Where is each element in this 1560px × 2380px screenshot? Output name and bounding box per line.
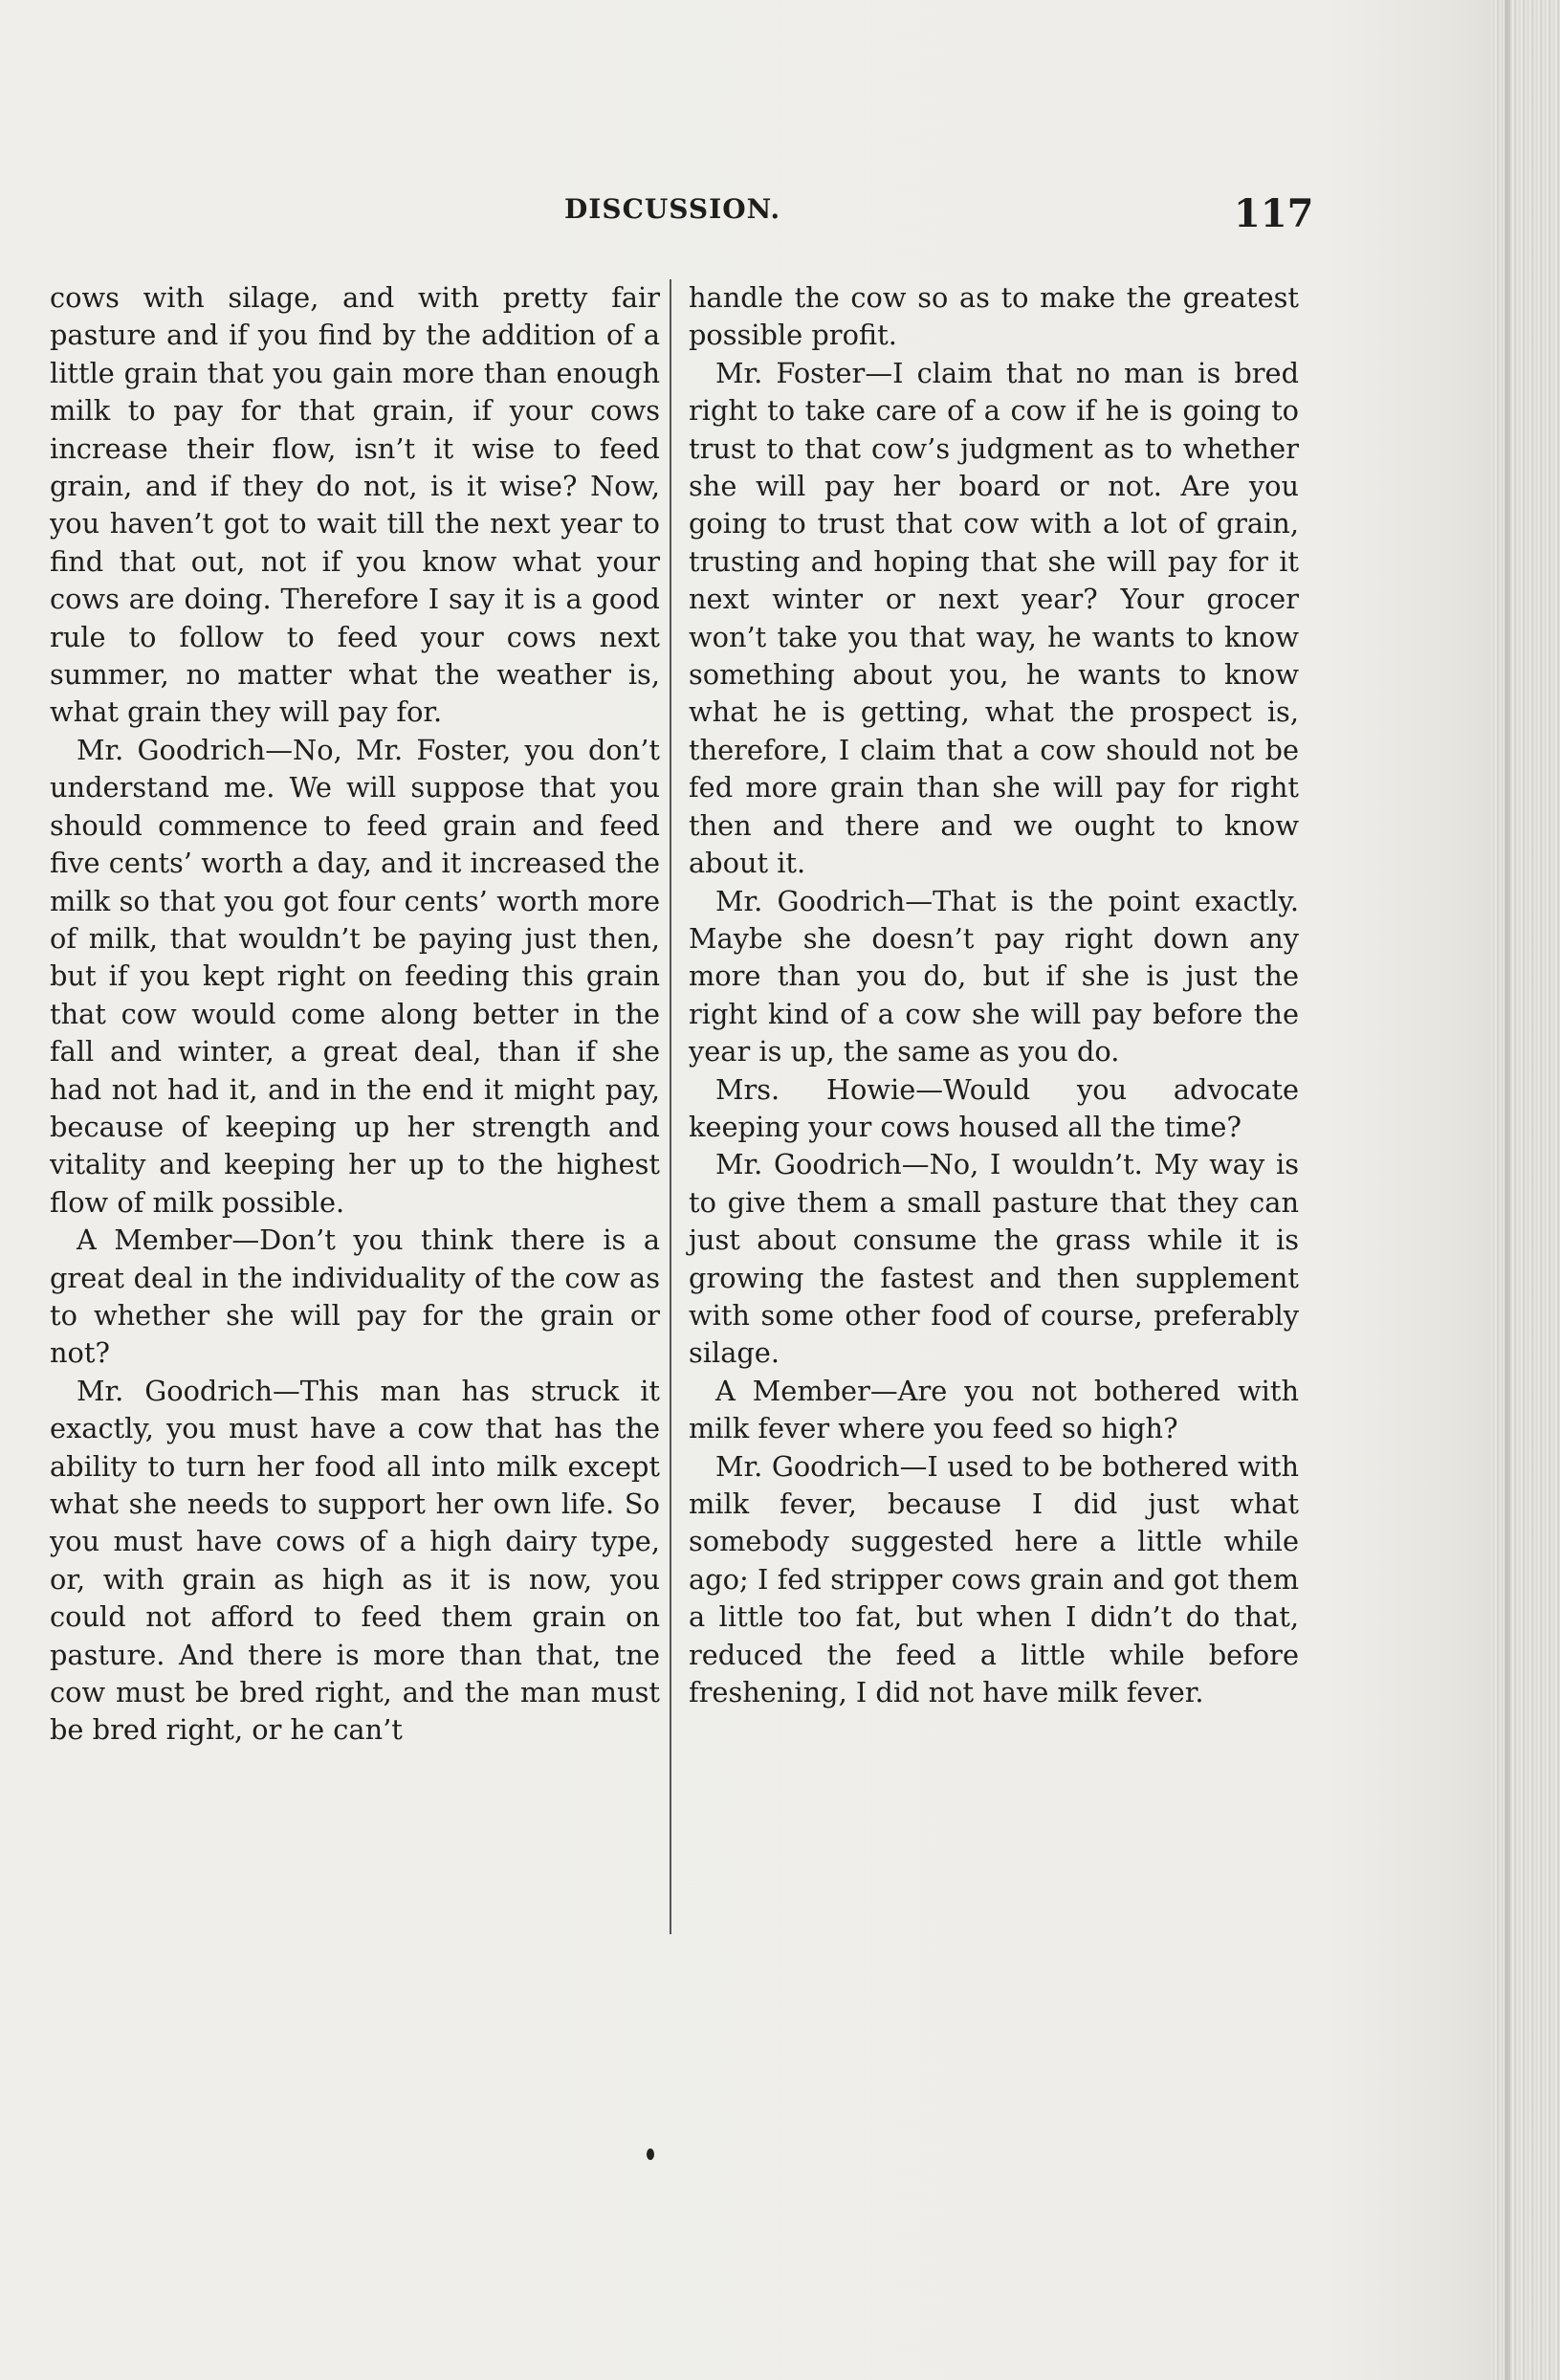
left-column xyxy=(50,279,660,1750)
column-divider xyxy=(670,279,671,1934)
paragraph: Mr. Goodrich—No, Mr. Foster, you don’t understand me. We will suppose that you should commence to feed grain and feed five cents’ worth a day, and it increased the milk so that you got four cents’ worth more of milk, that wouldn’t be paying just then, but if you kept right on feeding this grain that cow would come along better in the fall and winter, a great deal, than if she had not had it, and in the end it might pay, because of keeping up her strength and vitality and keeping her up to the highest flow of milk possible. xyxy=(50,733,660,1219)
right-column xyxy=(689,279,1299,1711)
paragraph: Mr. Foster—I claim that no man is bred right to take care of a cow if he is going to trust to that cow’s judgment as to whether she will pay her board or not. Are you going to trust that cow with a lot of grain, trusting and hoping that she will pay for it next winter or next year? Your grocer won’t take you that way, he wants to know something about you, he wants to know what he is getting, what the prospect is, therefore, I claim that a cow should not be fed more grain than she will pay for right then and there and we ought to know about it. xyxy=(689,356,1299,880)
paragraph: Mr. Goodrich—No, I wouldn’t. My way is to give them a small pasture that they can just about consume the grass while it is growing the fastest and then supplement with some other food of course, preferably silage. xyxy=(689,1148,1299,1370)
running-header: DISCUSSION. xyxy=(564,193,781,225)
paragraph: Mrs. Howie—Would you advocate keeping your cows housed all the time? xyxy=(689,1072,1299,1143)
ink-dot xyxy=(647,2149,654,2160)
page-number: 117 xyxy=(1234,191,1314,236)
paragraph: A Member—Don’t you think there is a great deal in the individuality of the cow as to whether she will pay for the grain or not? xyxy=(50,1223,660,1370)
paragraph: Mr. Goodrich—That is the point exactly. Maybe she doesn’t pay right down any more than you do, but if she is just the right kind of a cow she will pay before the year is up, the same as you do. xyxy=(689,884,1299,1069)
edge-shadow xyxy=(1505,0,1510,2380)
page-edges xyxy=(1491,0,1560,2380)
paragraph: Mr. Goodrich—I used to be bothered with milk fever, because I did just what somebody suggested here a little while ago; I fed stripper cows grain and got them a little too fat, but when I didn’t do that, reduced the feed a little while before freshening, I did not have milk fever. xyxy=(689,1449,1299,1709)
paragraph: Mr. Goodrich—This man has struck it exactly, you must have a cow that has the ability to turn her food all into milk except what she needs to support her own life. So you must have cows of a high dairy type, or, with grain as high as it is now, you could not afford to feed them grain on pasture. And there is more than that, tne cow must be bred right, and the man must be bred right, or he can’t xyxy=(50,1374,660,1747)
paragraph: cows with silage, and with pretty fair pasture and if you find by the addition of a little grain that you gain more than enough milk to pay for that grain, if your cows increase their flow, isn’t it wise to feed grain, and if they do not, is it wise? Now, you haven’t got to wait till the next year to find that out, not if you know what your cows are doing. Therefore I say it is a good rule to follow to feed your cows next summer, no matter what the weather is, what grain they will pay for. xyxy=(50,281,660,729)
paragraph: handle the cow so as to make the greatest possible profit. xyxy=(689,281,1299,352)
paragraph: A Member—Are you not bothered with milk fever where you feed so high? xyxy=(689,1374,1299,1445)
